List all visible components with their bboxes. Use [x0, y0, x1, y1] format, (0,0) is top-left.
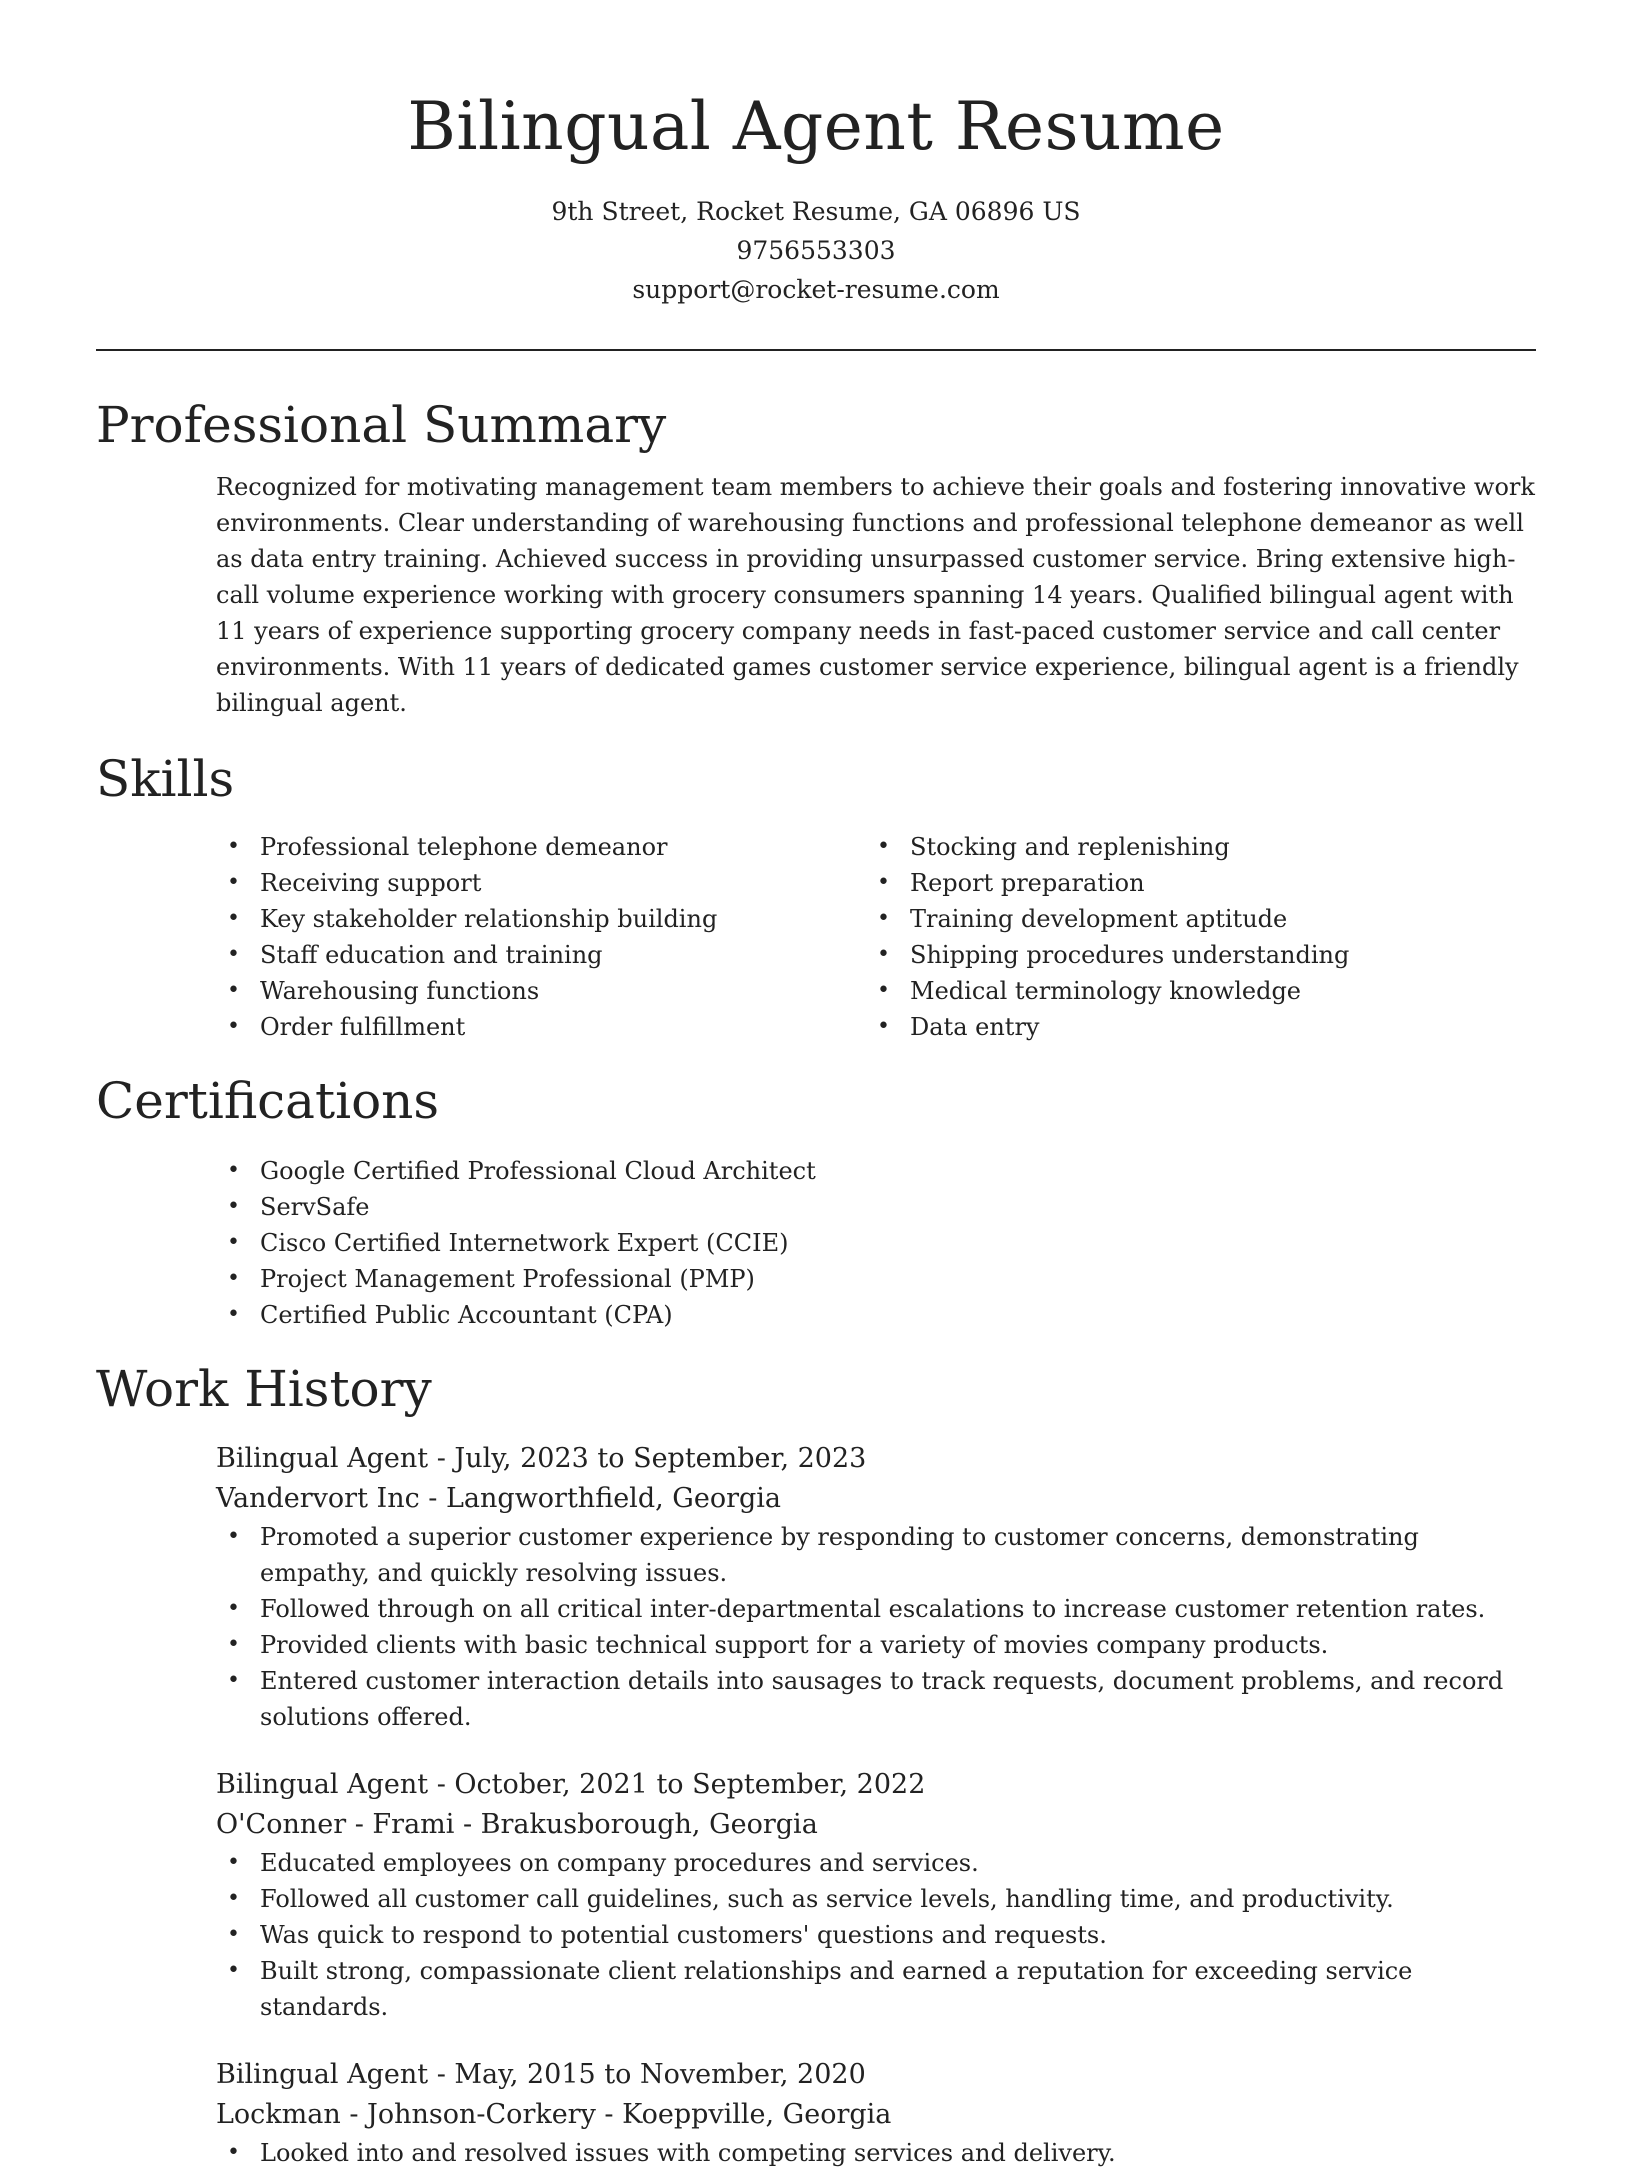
certification-item: • Cisco Certified Internetwork Expert (CCIE) [260, 1225, 1536, 1261]
skills-column-right [866, 829, 1516, 1045]
resume-title: Bilingual Agent Resume [407, 88, 1225, 165]
job-company-location: Lockman - Johnson-Corkery - Koeppville, Georgia [216, 2099, 892, 2130]
header-divider [96, 349, 1536, 351]
contact-address: 9th Street, Rocket Resume, GA 06896 US [551, 197, 1081, 226]
job-duty: • Looked into and resolved issues with competing services and delivery. [260, 2135, 1536, 2171]
skills-section [0, 747, 1632, 1045]
skill-item: • Data entry [910, 1009, 1516, 1045]
job-duty: • Was quick to respond to potential customers' questions and requests. [260, 1917, 1536, 1953]
job-title-dates: Bilingual Agent - May, 2015 to November, 2020 [216, 2059, 866, 2090]
skill-item: • Medical terminology knowledge [910, 973, 1516, 1009]
skill-item: • Report preparation [910, 865, 1516, 901]
job-duty: • Promoted a superior customer experience by responding to customer concerns, demonstrating empathy, and quickly resolving issues. [260, 1519, 1536, 1591]
job-title-dates: Bilingual Agent - October, 2021 to September, 2022 [216, 1769, 926, 1800]
job-duty: • Followed all customer call guidelines, such as service levels, handling time, and productivity. [260, 1881, 1536, 1917]
job-duty: • Followed through on all critical inter-departmental escalations to increase customer retention rates. [260, 1591, 1536, 1627]
job-duties-list [216, 2135, 1536, 2171]
contact-phone: 9756553303 [736, 236, 896, 265]
job-company-location: O'Conner - Frami - Brakusborough, Georgia [216, 1809, 818, 1840]
certifications-heading: Certifications [96, 1072, 440, 1130]
contact-email: support@rocket-resume.com [632, 275, 1000, 304]
summary-text: Recognized for motivating management team members to achieve their goals and fostering innovative work environments. Clear understanding of warehousing functions and professional telephone demeanor as well as data entry training. Achieved success in providing unsurpassed customer service. Bring extensive high-call volume experience working with grocery consumers spanning 14 years. Qualified bilingual agent with 11 years of experience supporting grocery company needs in fast-paced customer service and call center environments. With 11 years of dedicated games customer service experience, bilingual agent is a friendly bilingual agent. [216, 473, 1535, 717]
job-company-location: Vandervort Inc - Langworthfield, Georgia [216, 1483, 781, 1514]
resume-header [0, 0, 1632, 309]
certification-item: • ServSafe [260, 1189, 1536, 1225]
skill-item: • Key stakeholder relationship building [260, 901, 866, 937]
skill-item: • Training development aptitude [910, 901, 1516, 937]
skills-columns [216, 829, 1536, 1045]
skill-item: • Professional telephone demeanor [260, 829, 866, 865]
job-duty: • Built strong, compassionate client relationships and earned a reputation for exceeding service standards. [260, 1953, 1536, 2025]
skill-item: • Shipping procedures understanding [910, 937, 1516, 973]
certification-item: • Certified Public Accountant (CPA) [260, 1297, 1536, 1333]
certifications-section [0, 1069, 1632, 1333]
work-history-heading: Work History [96, 1360, 432, 1418]
skills-heading: Skills [96, 750, 235, 808]
job-entry [216, 2055, 1536, 2171]
job-entry [216, 1439, 1536, 1735]
summary-heading: Professional Summary [96, 396, 667, 454]
skill-item: • Warehousing functions [260, 973, 866, 1009]
work-history-section [0, 1357, 1632, 2171]
skill-item: • Stocking and replenishing [910, 829, 1516, 865]
summary-section [0, 393, 1632, 721]
job-duty: • Educated employees on company procedures and services. [260, 1845, 1536, 1881]
contact-block [0, 192, 1632, 309]
job-title-dates: Bilingual Agent - July, 2023 to September, 2023 [216, 1443, 867, 1474]
certification-item: • Project Management Professional (PMP) [260, 1261, 1536, 1297]
job-duty: • Provided clients with basic technical support for a variety of movies company products. [260, 1627, 1536, 1663]
skill-item: • Receiving support [260, 865, 866, 901]
skill-item: • Staff education and training [260, 937, 866, 973]
skill-item: • Order fulfillment [260, 1009, 866, 1045]
certification-item: • Google Certified Professional Cloud Architect [260, 1153, 1536, 1189]
job-duties-list [216, 1519, 1536, 1735]
job-entry [216, 1765, 1536, 2025]
job-duties-list [216, 1845, 1536, 2025]
job-duty: • Entered customer interaction details into sausages to track requests, document problems, and record solutions offered. [260, 1663, 1536, 1735]
skills-column-left [216, 829, 866, 1045]
certifications-list [216, 1153, 1536, 1333]
